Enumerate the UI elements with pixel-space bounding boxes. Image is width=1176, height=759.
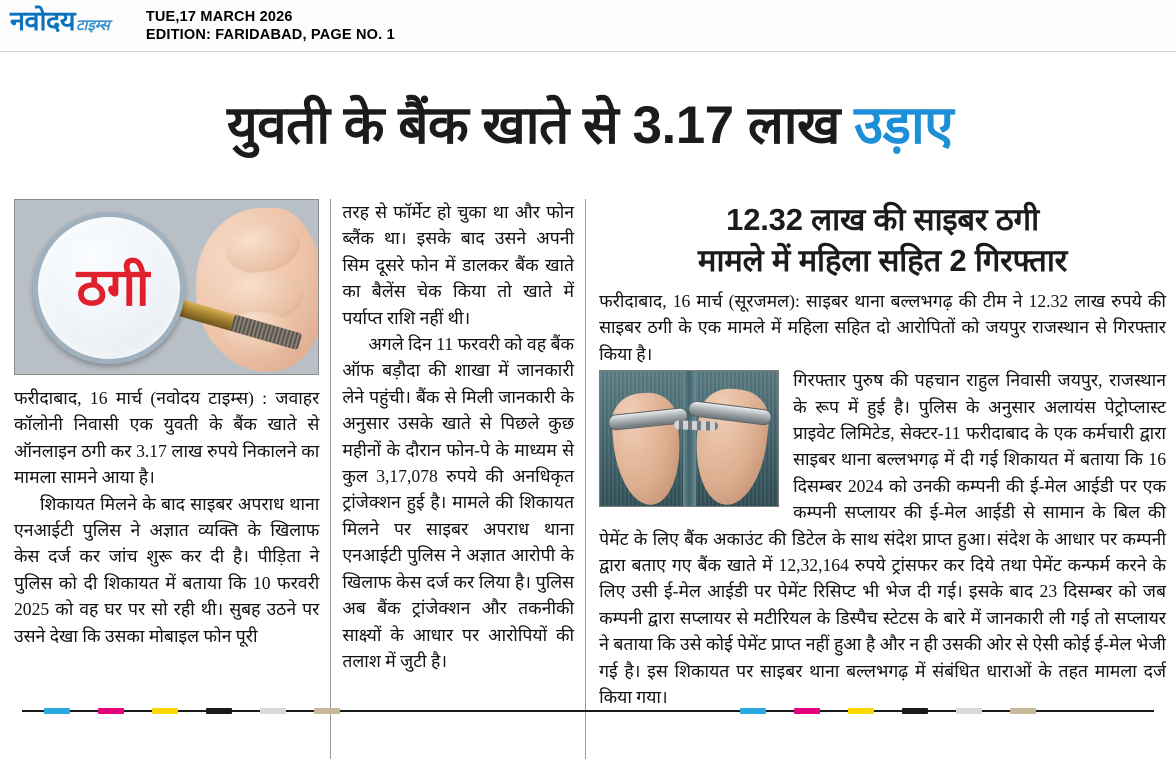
main-headline-wrap — [0, 52, 1176, 193]
color-swatch — [314, 708, 340, 714]
color-swatch — [902, 708, 928, 714]
thagi-word: ठगी — [76, 259, 150, 317]
article-paragraph: गिरफ्तार पुरुष की पहचान राहुल निवासी जयपुर, राजस्थान के रूप में हुई है। पुलिस के अनुसार अलायंस पेट्रोप्लास्ट प्राइवेट लिमिटेड, सेक्टर-11 फरीदाबाद के एक कर्मचारी द्वारा साइबर थाना बल्लभगढ़ में दी गई शिकायत में बताया कि 16 दिसम्बर 2024 को उनकी कम्पनी की ई-मेल आईडी पर एक कम्पनी सप्लायर की ई-मेल आईडी से सामान के बिल की पेमेंट के लिए बैंक अकाउंट की डिटेल के साथ संदेश प्राप्त हुआ। संदेश के आधार पर कम्पनी द्वारा बताए गए बैंक खाते में 12,32,164 रुपये ट्रांसफर कर दिये तथा पेमेंट कन्फर्म करने के लिए उसी ई-मेल आईडी पर पेमेंट रिसिप्ट भी भेज दी गई। इसके बाद 23 दिसम्बर को जब कम्पनी द्वारा सप्लायर से मटीरियल के डिस्पैच स्टेटस के बारे में जानकारी ली गई तो सप्लायर ने बताया कि उसे कोई पेमेंट प्राप्त नहीं हुआ है और न ही उसकी ओर से ऐसी कोई ई-मेल भेजी गई है। इस शिकायत पर साइबर थाना बल्लभगढ़ में संबंधित धाराओं के तहत मामला दर्ज किया गया। — [599, 370, 1166, 708]
logo-sub-text: टाइम्स — [76, 17, 110, 34]
color-swatch — [794, 708, 820, 714]
handcuffs-image — [599, 370, 779, 507]
edition-page-line: EDITION: FARIDABAD, PAGE NO. 1 — [145, 27, 395, 43]
page-title — [227, 96, 953, 156]
color-swatch-group-right — [740, 708, 1036, 714]
color-swatch — [98, 708, 124, 714]
edition-info — [146, 8, 395, 44]
denim-seam — [683, 371, 696, 506]
color-swatch-group-left — [44, 708, 340, 714]
column-two — [330, 199, 585, 759]
color-swatch — [260, 708, 286, 714]
article-paragraph: तरह से फॉर्मेट हो चुका था और फोन ब्लैंक था। इसके बाद उसने अपनी सिम दूसरे फोन में डालकर बैंक खाते का बैलेंस चेक किया तो खाते में पर्याप्त राशि नहीं थी। — [342, 202, 575, 328]
masthead — [0, 0, 1176, 52]
print-registration-strip — [0, 705, 1176, 721]
handcuff-chain — [674, 420, 718, 431]
magnifier-lens-icon — [33, 212, 185, 364]
color-swatch — [152, 708, 178, 714]
column-one — [14, 199, 330, 759]
color-swatch — [848, 708, 874, 714]
article-columns — [0, 193, 1176, 759]
color-swatch — [1010, 708, 1036, 714]
color-swatch — [206, 708, 232, 714]
article-paragraph: फरीदाबाद, 16 मार्च (नवोदय टाइम्स) : जवाहर कॉलोनी निवासी एक युवती के बैंक खाते से ऑनलाइन ठगी कर 3.17 लाख रुपये निकालने का मामला सामने आया है। — [14, 388, 320, 488]
newspaper-page — [0, 52, 1176, 721]
color-swatch — [956, 708, 982, 714]
headline-text-accent: उड़ाए — [854, 95, 954, 155]
magnifier-thagi-image — [14, 199, 319, 375]
newspaper-logo — [10, 8, 110, 35]
article-paragraph: फरीदाबाद, 16 मार्च (सूरजमल): साइबर थाना बल्लभगढ़ की टीम ने 12.32 लाख रुपये की साइबर ठगी के एक मामले में महिला सहित दो आरोपितों को जयपुर राजस्थान से गिरफ्तार किया है। — [599, 291, 1166, 364]
headline-text-black: युवती के बैंक खाते से 3.17 लाख — [226, 95, 855, 155]
color-swatch — [44, 708, 70, 714]
secondary-headline-line1: 12.32 लाख की साइबर ठगी — [726, 202, 1039, 237]
logo-main-text: नवोदय — [10, 6, 75, 36]
secondary-headline — [599, 199, 1166, 281]
publication-date: TUE,17 MARCH 2026 — [145, 9, 293, 25]
article-paragraph: शिकायत मिलने के बाद साइबर अपराध थाना एनआईटी पुलिस ने अज्ञात व्यक्ति के खिलाफ केस दर्ज कर जांच शुरू कर दी है। पीड़िता ने पुलिस को दी शिकायत में बताया कि 10 फरवरी 2025 को वह घर पर सो रही थी। सुबह उठने पर उसने देखा कि उसका मोबाइल फोन पूरी — [14, 493, 320, 646]
article-paragraph: अगले दिन 11 फरवरी को वह बैंक ऑफ बड़ौदा की शाखा में जानकारी लेने पहुंची। बैंक से मिली जानकारी के अनुसार उसके खाते से पिछले कुछ महीनों के दौरान फोन-पे के माध्यम से कुल 3,17,078 रुपये की अनधिकृत ट्रांजेक्शन हुई है। मामले की शिकायत मिलने पर साइबर अपराध थाना एनआईटी पुलिस ने अज्ञात आरोपी के खिलाफ केस दर्ज कर लिया है। पुलिस अब बैंक ट्रांजेक्शन और तकनीकी साक्ष्यों के आधार पर आरोपियों की तलाश में जुटी है। — [342, 334, 575, 671]
column-three — [585, 199, 1166, 759]
color-swatch — [740, 708, 766, 714]
secondary-headline-line2: मामले में महिला सहित 2 गिरफ्तार — [697, 243, 1068, 278]
